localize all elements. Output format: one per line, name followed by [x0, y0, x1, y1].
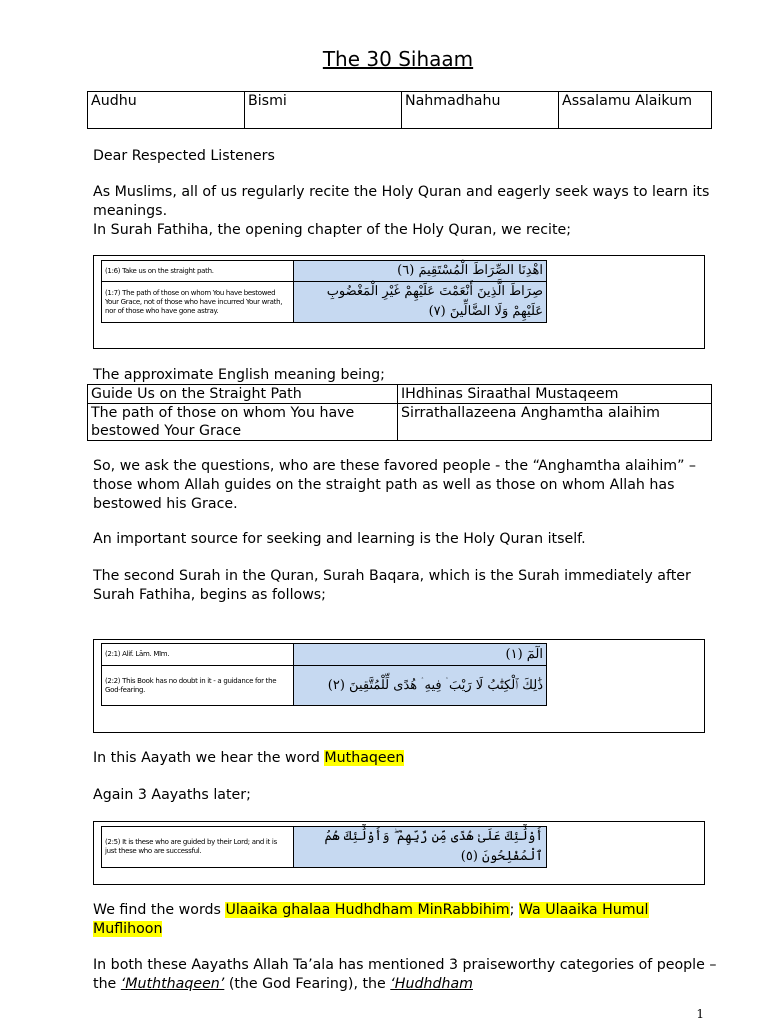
table-cell: Sirrathallazeena Anghamtha alaihim: [398, 404, 712, 441]
table-row: [88, 92, 712, 129]
highlighted-phrase: Wa Ulaaika Humul Muflihoon: [93, 902, 649, 937]
italic-term: ‘Muththaqeen’: [120, 976, 225, 992]
intro-line: In Surah Fathiha, the opening chapter of the Holy Quran, we recite;: [93, 222, 572, 238]
intro-line: As Muslims, all of us regularly recite the Holy Quran and eagerly seek ways to learn its meanings.: [93, 184, 710, 219]
arabic-verse-cell: الٓمٓ (١): [294, 644, 547, 666]
table-cell: Bismi: [245, 92, 402, 129]
source-paragraph: An important source for seeking and learning is the Holy Quran itself.: [93, 531, 586, 547]
again-paragraph: Again 3 Aayaths later;: [93, 787, 251, 803]
translation-cell: (1:7) The path of those on whom You have bestowed Your Grace, not of those who have incurred Your wrath, nor of those who have gone astray.: [102, 282, 294, 323]
meaning-table: [87, 384, 712, 441]
arabic-verse-cell: أُوْلَٰٓئِكَ عَلَىٰ هُدًى مِّن رَّبِّهِمْ ۖ وَأُوْلَٰٓئِكَ هُمُ ٱلْمُفْلِحُونَ (٥): [294, 827, 547, 868]
page-number: 1: [696, 1007, 704, 1021]
highlighted-phrase: Ulaaika ghalaa Hudhdham MinRabbihim: [225, 902, 510, 918]
table-row: [102, 282, 547, 323]
table-cell: Audhu: [88, 92, 245, 129]
table-row: [88, 385, 712, 404]
question-paragraph: So, we ask the questions, who are these favored people - the “Anghamtha alaihim” – those whom Allah guides on the straight path as well as those on whom Allah has bestowed his Grace.: [93, 458, 697, 512]
translation-cell: (2:1) Alif. Lām. Mīm.: [102, 644, 294, 666]
aayath-paragraph: [93, 749, 718, 768]
both-paragraph: [93, 956, 718, 994]
table-cell: Guide Us on the Straight Path: [88, 385, 398, 404]
highlighted-word: Muthaqeen: [324, 750, 405, 766]
table-cell: Assalamu Alaikum: [559, 92, 712, 129]
translation-cell: (2:2) This Book has no doubt in it - a guidance for the God-fearing.: [102, 666, 294, 706]
italic-term: ‘Hudhdham: [390, 976, 473, 992]
both-text: (the God Fearing), the: [224, 976, 391, 992]
baqara-paragraph: The second Surah in the Quran, Surah Baqara, which is the Surah immediately after Surah Fathiha, begins as follows;: [93, 568, 691, 603]
table-row: [102, 827, 547, 868]
meaning-intro: The approximate English meaning being;: [93, 367, 385, 383]
aayath-text: In this Aayath we hear the word: [93, 750, 325, 766]
find-text: We find the words: [93, 902, 226, 918]
arabic-verse-cell: اهْدِنَا الصِّرَاطَ الْمُسْتَقِيمَ (٦): [294, 261, 547, 282]
find-paragraph: [93, 901, 718, 939]
table-cell: The path of those on whom You have bestowed Your Grace: [88, 404, 398, 441]
baqara-ayah-table: [101, 643, 547, 706]
opening-phrases-table: [87, 91, 712, 129]
translation-cell: (1:6) Take us on the straight path.: [102, 261, 294, 282]
both-text: In both these Aayaths Allah Ta’ala has mentioned 3 praiseworthy categories of people – the: [93, 957, 717, 992]
table-cell: IHdhinas Siraathal Mustaqeem: [398, 385, 712, 404]
find-separator: ;: [509, 902, 519, 918]
page-title: The 30 Sihaam: [322, 47, 474, 71]
table-row: [102, 644, 547, 666]
arabic-verse-cell: ذَٰلِكَ ٱلْكِتَٰبُ لَا رَيْبَ ۛ فِيهِ ۛ هُدًى لِّلْمُتَّقِينَ (٢): [294, 666, 547, 706]
greeting-paragraph: Dear Respected Listeners: [93, 148, 275, 164]
intro-paragraph: [93, 183, 718, 240]
table-row: [102, 666, 547, 706]
table-row: [102, 261, 547, 282]
table-row: [88, 404, 712, 441]
ayah5-table: [101, 826, 547, 868]
table-cell: Nahmadhahu: [402, 92, 559, 129]
arabic-verse-cell: صِرَاطَ الَّذِينَ أَنْعَمْتَ عَلَيْهِمْ غَيْرِ الْمَغْضُوبِ عَلَيْهِمْ وَلَا الضَّالِّينَ (٧): [294, 282, 547, 323]
translation-cell: (2:5) It is these who are guided by their Lord; and it is just these who are successful.: [102, 827, 294, 868]
fatiha-ayah-table: [101, 260, 547, 323]
